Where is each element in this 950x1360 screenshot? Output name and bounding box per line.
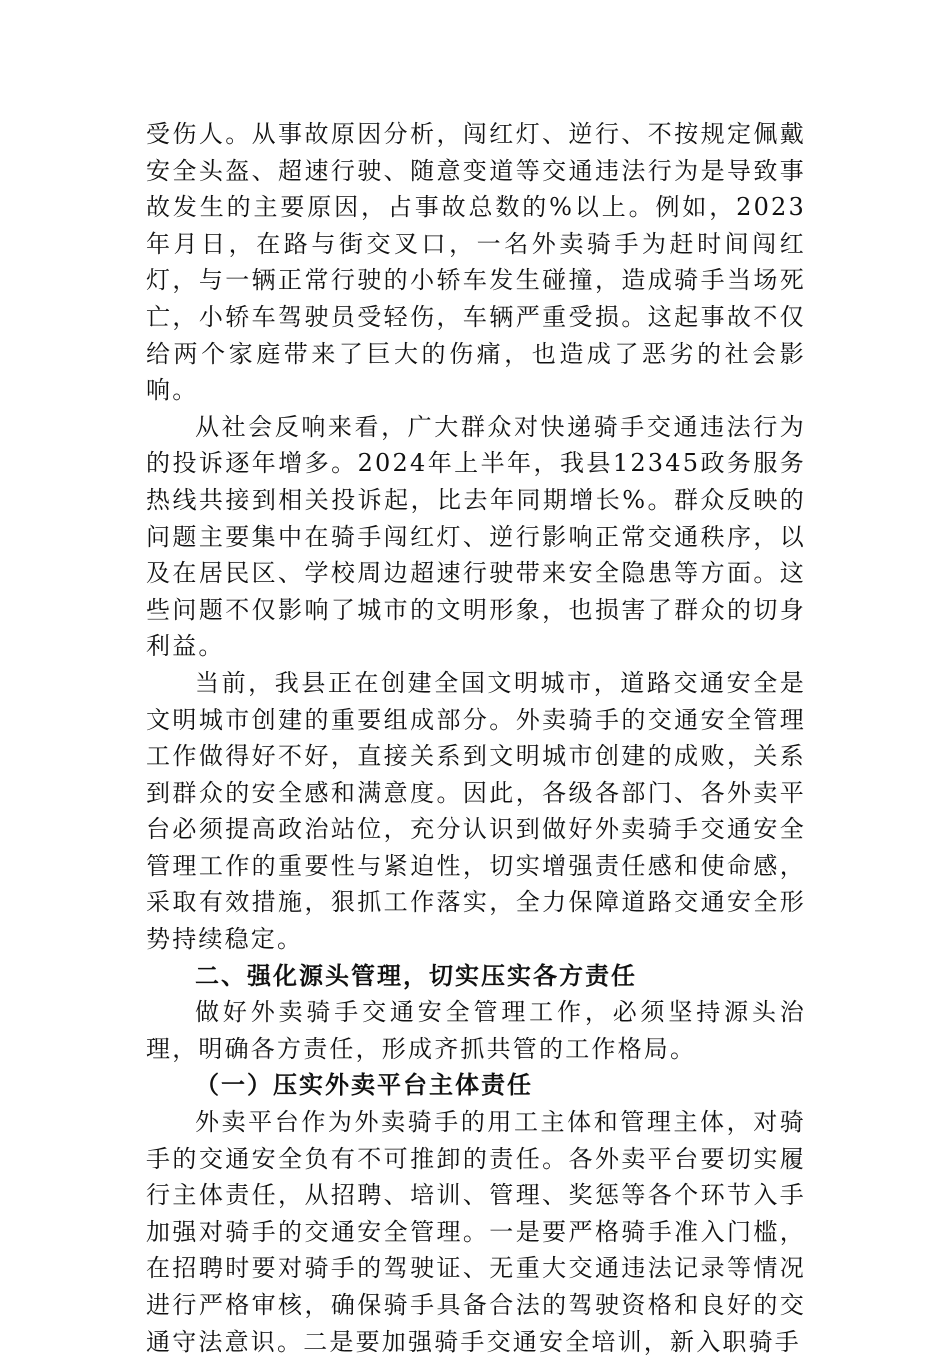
paragraph-civilized-city: 当前，我县正在创建全国文明城市，道路交通安全是文明城市创建的重要组成部分。外卖骑手的交通安全管理工作做得好不好，直接关系到文明城市创建的成败，关系到群众的安全感和满意度。因此，各级各部门、各外卖平台必须提高政治站位，充分认识到做好外卖骑手交通安全管理工作的重要性与紧迫性，切实增强责任感和使命感，采取有效措施，狠抓工作落实，全力保障道路交通安全形势持续稳定。	[146, 668, 806, 954]
paragraph-platform-responsibility: 外卖平台作为外卖骑手的用工主体和管理主体，对骑手的交通安全负有不可推卸的责任。各外卖平台要切实履行主体责任，从招聘、培训、管理、奖惩等各个环节入手加强对骑手的交通安全管理。一是要严格骑手准入门槛，在招聘时要对骑手的驾驶证、无重大交通违法记录等情况进行严格审核，确保骑手具备合法的驾驶资格和良好的交通守法意识。二是要加强骑手交通安全培训，新入职骑手	[146, 1108, 806, 1356]
paragraph-public-response: 从社会反响来看，广大群众对快递骑手交通违法行为的投诉逐年增多。2024年上半年，我县12345政务服务热线共接到相关投诉起，比去年同期增长%。群众反映的问题主要集中在骑手闯红灯、逆行影响正常交通秩序，以及在居民区、学校周边超速行驶带来安全隐患等方面。这些问题不仅影响了城市的文明形象，也损害了群众的切身利益。	[146, 412, 806, 661]
paragraph-accident-cause: 受伤人。从事故原因分析，闯红灯、逆行、不按规定佩戴安全头盔、超速行驶、随意变道等交通违法行为是导致事故发生的主要原因，占事故总数的%以上。例如，2023年月日，在路与街交叉口，一名外卖骑手为赶时间闯红灯，与一辆正常行驶的小轿车发生碰撞，造成骑手当场死亡，小轿车驾驶员受轻伤，车辆严重受损。这起事故不仅给两个家庭带来了巨大的伤痛，也造成了恶劣的社会影响。	[146, 120, 806, 405]
document-body	[146, 116, 806, 1360]
subsection-heading-1: （一）压实外卖平台主体责任	[195, 1070, 533, 1100]
paragraph-source-governance: 做好外卖骑手交通安全管理工作，必须坚持源头治理，明确各方责任，形成齐抓共管的工作格局。	[146, 998, 806, 1063]
section-heading-2: 二、强化源头管理，切实压实各方责任	[195, 961, 637, 990]
